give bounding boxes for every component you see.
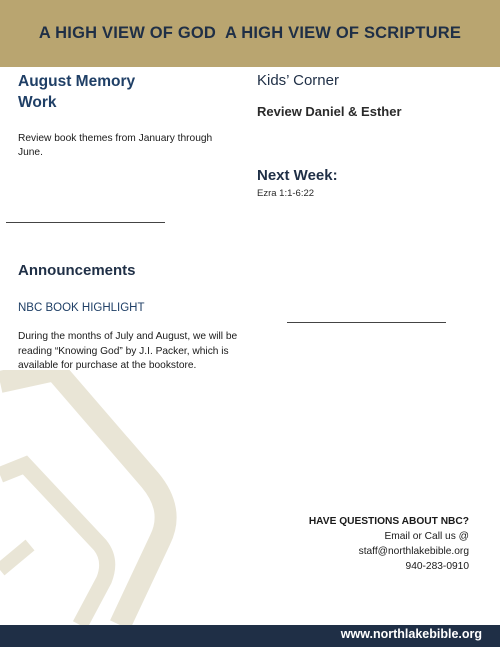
contact-heading: HAVE QUESTIONS ABOUT NBC? bbox=[308, 516, 469, 527]
divider bbox=[6, 222, 165, 223]
contact-phone[interactable]: 940-283-0910 bbox=[405, 561, 469, 572]
contact-email[interactable]: staff@northlakebible.org bbox=[358, 546, 469, 557]
footer-website-link[interactable]: www.northlakebible.org bbox=[340, 627, 482, 641]
contact-line: Email or Call us @ bbox=[384, 531, 469, 542]
contact-block bbox=[309, 514, 469, 574]
next-week-heading: Next Week: bbox=[257, 167, 338, 184]
memory-work-heading: August Memory Work bbox=[18, 73, 136, 111]
divider bbox=[287, 322, 446, 323]
footer-bar bbox=[0, 625, 500, 647]
book-highlight-title: NBC BOOK HIGHLIGHT bbox=[18, 302, 145, 314]
next-week-reference: Ezra 1:1-6:22 bbox=[257, 188, 315, 199]
kids-corner-heading: Kids’ Corner bbox=[257, 72, 339, 89]
header-banner bbox=[0, 0, 500, 67]
kids-corner-subheading: Review Daniel & Esther bbox=[257, 104, 402, 119]
announcements-heading: Announcements bbox=[18, 262, 136, 279]
logo-watermark-icon bbox=[0, 370, 180, 625]
memory-work-text: Review book themes from January through June. bbox=[18, 133, 213, 158]
book-highlight-text: During the months of July and August, we will be reading “Knowing God” by J.I. Packer, which is available for purchase at the bookstore. bbox=[18, 331, 238, 371]
banner-title: A HIGH VIEW OF GOD A HIGH VIEW OF SCRIPTURE bbox=[38, 24, 462, 42]
